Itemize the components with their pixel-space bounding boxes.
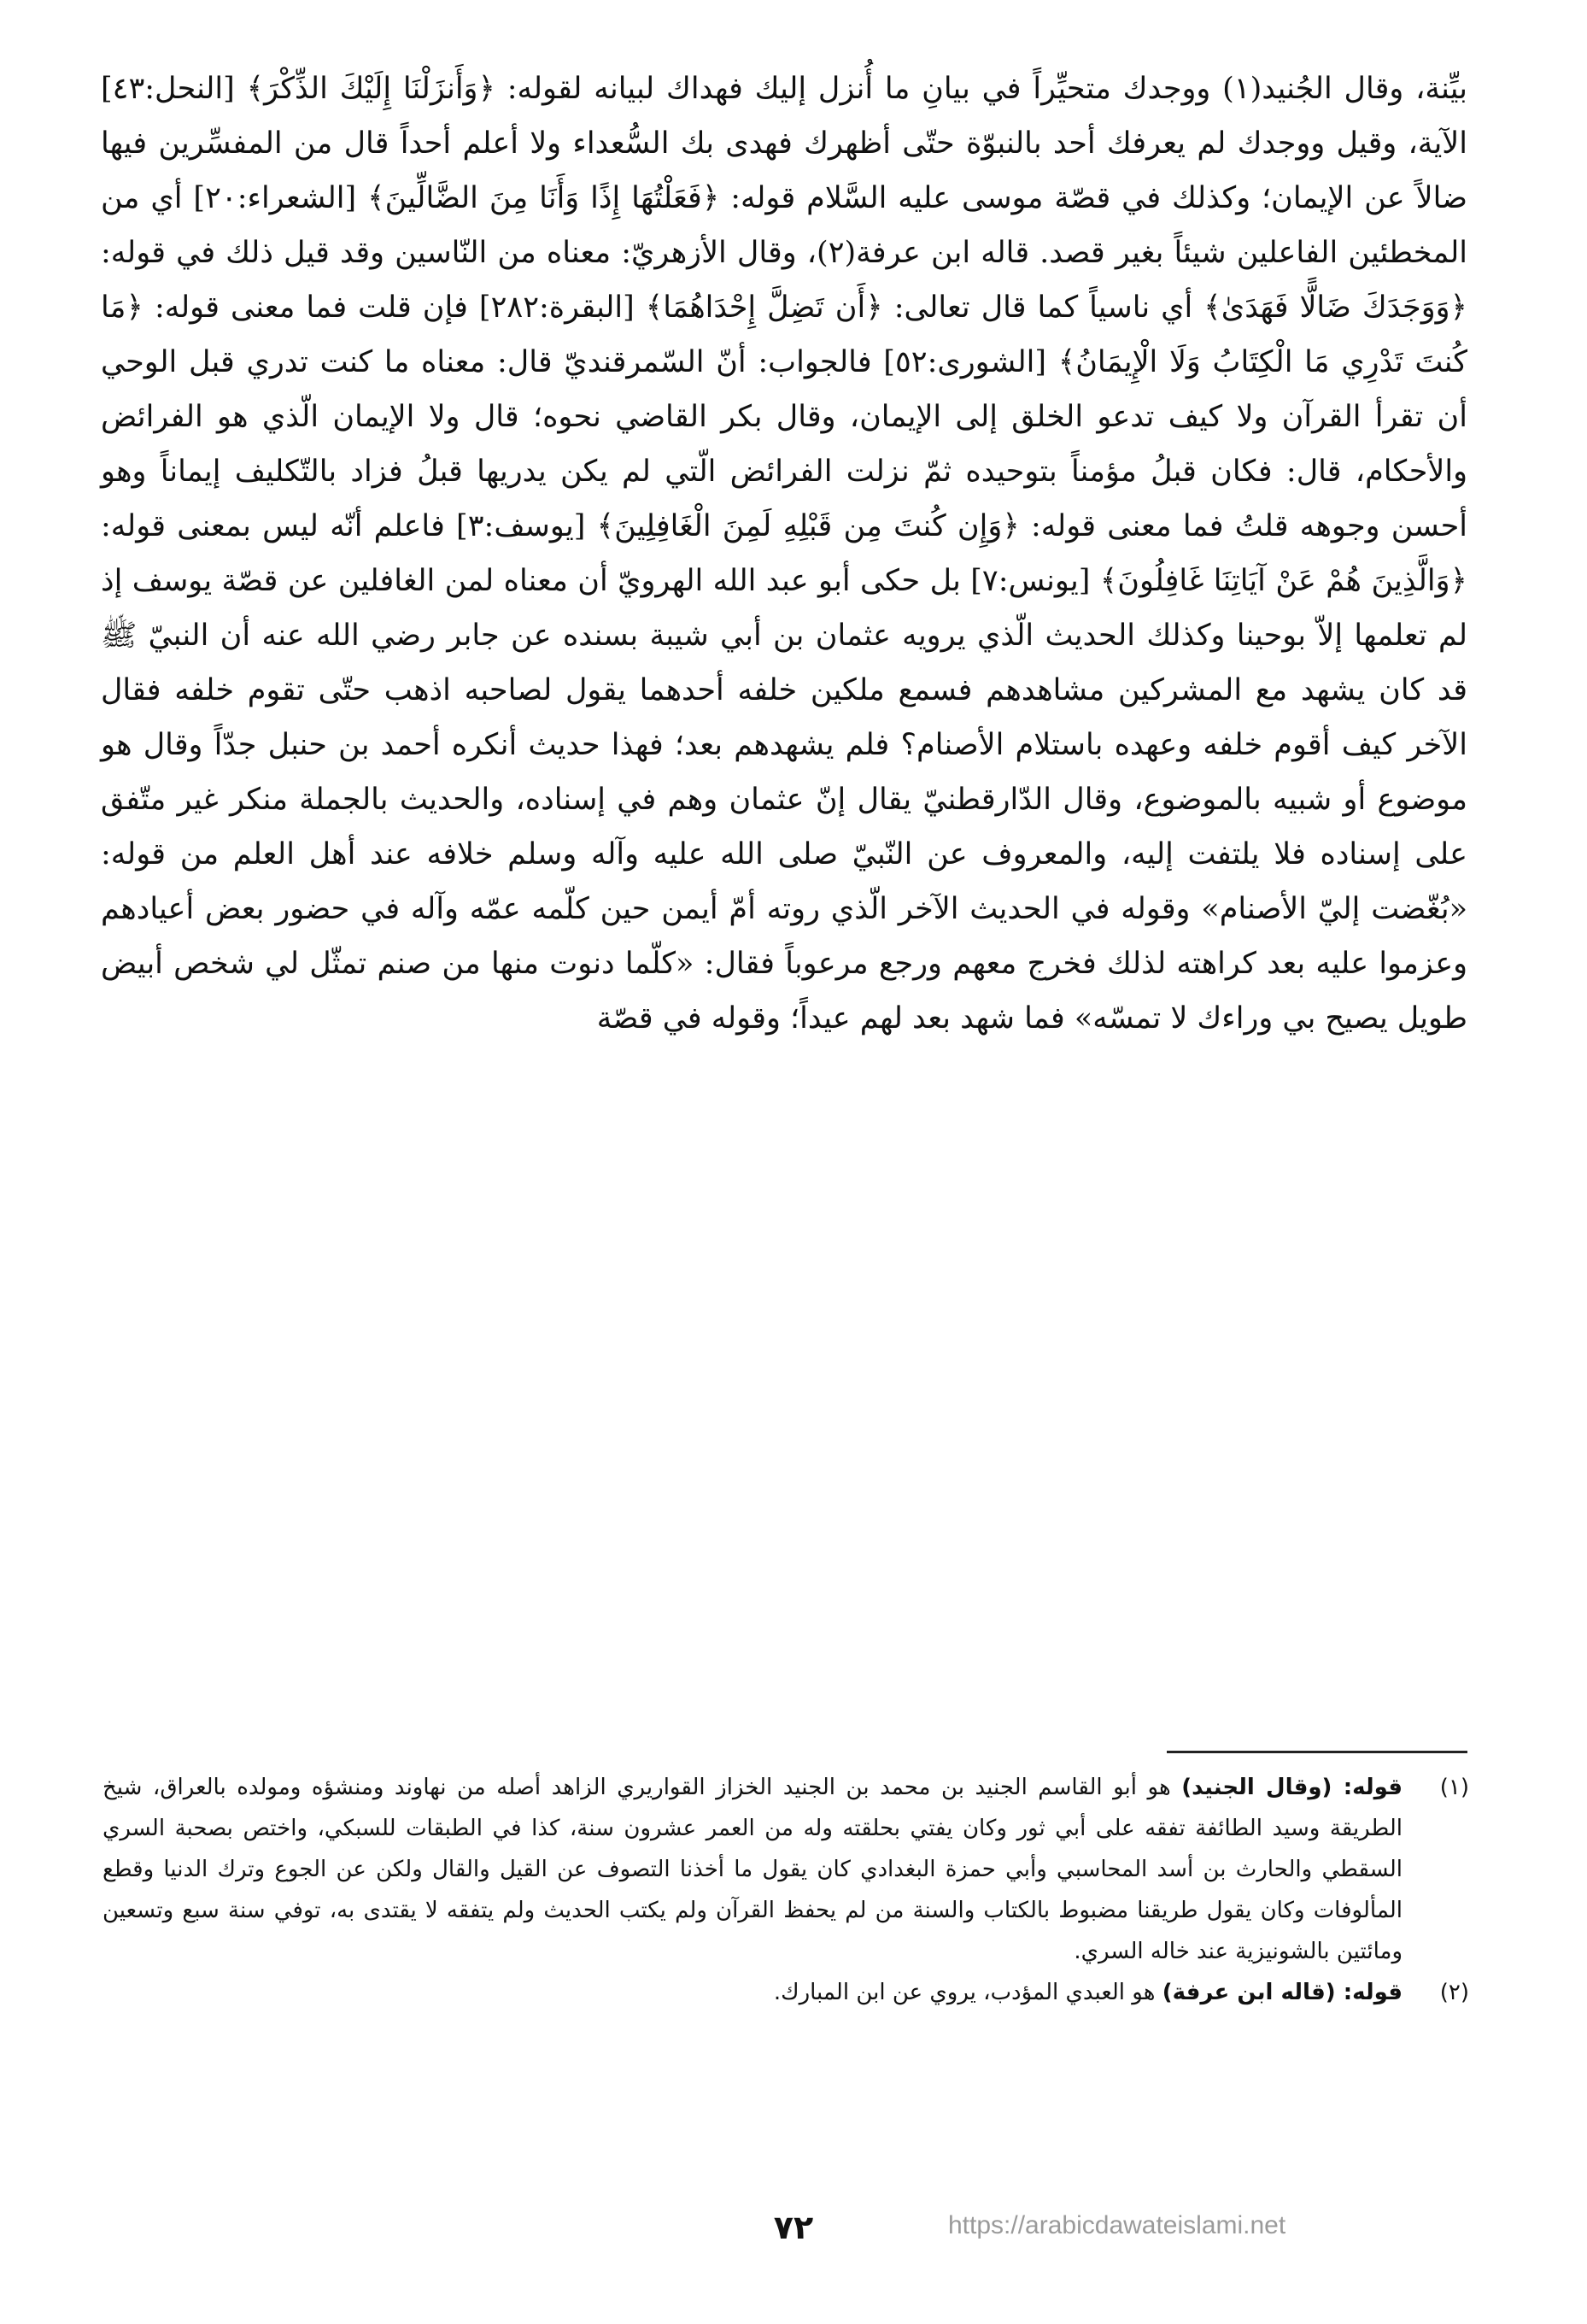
footnote-text (102, 1767, 1403, 1972)
footnote-number: (٢) (1439, 1980, 1469, 2005)
main-body-text (101, 62, 1467, 1046)
footnote-number: (١) (1439, 1775, 1469, 1800)
footnote-heading: قوله: (قاله ابن عرفة) (1162, 1980, 1403, 2005)
footnote-separator (1167, 1751, 1467, 1753)
footnotes (102, 1767, 1469, 2013)
footnote-2 (102, 1972, 1469, 2013)
footnote-1 (102, 1767, 1469, 1972)
footnote-body: هو أبو القاسم الجنيد بن محمد بن الجنيد الخزاز القواريري الزاهد أصله من نهاوند ومنشؤه ومولده بالعراق، شيخ الطريقة وسيد الطائفة تفقه على أبي ثور وكان يفتي بحلقته وله من العمر عشرون سنة، كذا في الطبقات للسبكي، واختص بصحبة السري السقطي والحارث بن أسد المحاسبي وأبي حمزة البغدادي كان يقول ما أخذنا التصوف عن القيل والقال ولكن عن الجوع وترك الدنيا وقطع المألوفات وكان يقول طريقنا مضبوط بالكتاب والسنة من لم يحفظ القرآن ولم يكتب الحديث ولم يتفقه لا يقتدى به، توفي سنة سبع وتسعين ومائتين بالشونيزية عند خاله السري. (102, 1775, 1403, 1964)
main-paragraph: بيِّنة، وقال الجُنيد(١) ووجدك متحيِّراً في بيانِ ما أُنزل إليك فهداك لبيانه لقوله: ﴿وَأَنزَلْنَا إِلَيْكَ الذِّكْرَ﴾ [النحل:٤٣] الآية، وقيل ووجدك لم يعرفك أحد بالنبوّة حتّى أظهرك فهدى بك السُّعداء ولا أعلم أحداً قال من المفسِّرين فيها ضالاً عن الإيمان؛ وكذلك في قصّة موسى عليه السَّلام قوله: ﴿فَعَلْتُهَا إِذًا وَأَنَا مِنَ الضَّالِّينَ﴾ [الشعراء:٢٠] أي من المخطئين الفاعلين شيئاً بغير قصد. قاله ابن عرفة(٢)، وقال الأزهريّ: معناه من النّاسين وقد قيل ذلك في قوله: ﴿وَوَجَدَكَ ضَالًّا فَهَدَىٰ﴾ أي ناسياً كما قال تعالى: ﴿أَن تَضِلَّ إِحْدَاهُمَا﴾ [البقرة:٢٨٢] فإن قلت فما معنى قوله: ﴿مَا كُنتَ تَدْرِي مَا الْكِتَابُ وَلَا الْإِيمَانُ﴾ [الشورى:٥٢] فالجواب: أنّ السّمرقنديّ قال: معناه ما كنت تدري قبل الوحي أن تقرأ القرآن ولا كيف تدعو الخلق إلى الإيمان، وقال بكر القاضي نحوه؛ قال ولا الإيمان الّذي هو الفرائض والأحكام، قال: فكان قبلُ مؤمناً بتوحيده ثمّ نزلت الفرائض الّتي لم يكن يدريها قبلُ فزاد بالتّكليف إيماناً وهو أحسن وجوهه قلتُ فما معنى قوله: ﴿وَإِن كُنتَ مِن قَبْلِهِ لَمِنَ الْغَافِلِينَ﴾ [يوسف:٣] فاعلم أنّه ليس بمعنى قوله: ﴿وَالَّذِينَ هُمْ عَنْ آيَاتِنَا غَافِلُونَ﴾ [يونس:٧] بل حكى أبو عبد الله الهرويّ أن معناه لمن الغافلين عن قصّة يوسف إذ لم تعلمها إلاّ بوحينا وكذلك الحديث الّذي يرويه عثمان بن أبي شيبة بسنده عن جابر رضي الله عنه أن النبيّ ﷺ قد كان يشهد مع المشركين مشاهدهم فسمع ملكين خلفه أحدهما يقول لصاحبه اذهب حتّى تقوم خلفه فقال الآخر كيف أقوم خلفه وعهده باستلام الأصنام؟ فلم يشهدهم بعد؛ فهذا حديث أنكره أحمد بن حنبل جدّاً وقال هو موضوع أو شبيه بالموضوع، وقال الدّارقطنيّ يقال إنّ عثمان وهم في إسناده، والحديث بالجملة منكر غير متّفق على إسناده فلا يلتفت إليه، والمعروف عن النّبيّ صلى الله عليه وآله وسلم خلافه عند أهل العلم من قوله: «بُغّضت إليّ الأصنام» وقوله في الحديث الآخر الّذي روته أمّ أيمن حين كلّمه عمّه وآله في حضور بعض أعيادهم وعزموا عليه بعد كراهته لذلك فخرج معهم ورجع مرعوباً فقال: «كلّما دنوت منها من صنم تمثّل لي شخص أبيض طويل يصيح بي وراءك لا تمسّه» فما شهد بعد لهم عيداً؛ وقوله في قصّة (101, 72, 1468, 1036)
footnote-text (102, 1972, 1403, 2013)
footnote-heading: قوله: (وقال الجنيد) (1181, 1775, 1403, 1800)
page-number: ٧٢ (773, 2209, 814, 2246)
footnote-body: هو العبدي المؤدب، يروي عن ابن المبارك. (773, 1980, 1162, 2005)
website-url: https://arabicdawateislami.net (948, 2211, 1286, 2239)
